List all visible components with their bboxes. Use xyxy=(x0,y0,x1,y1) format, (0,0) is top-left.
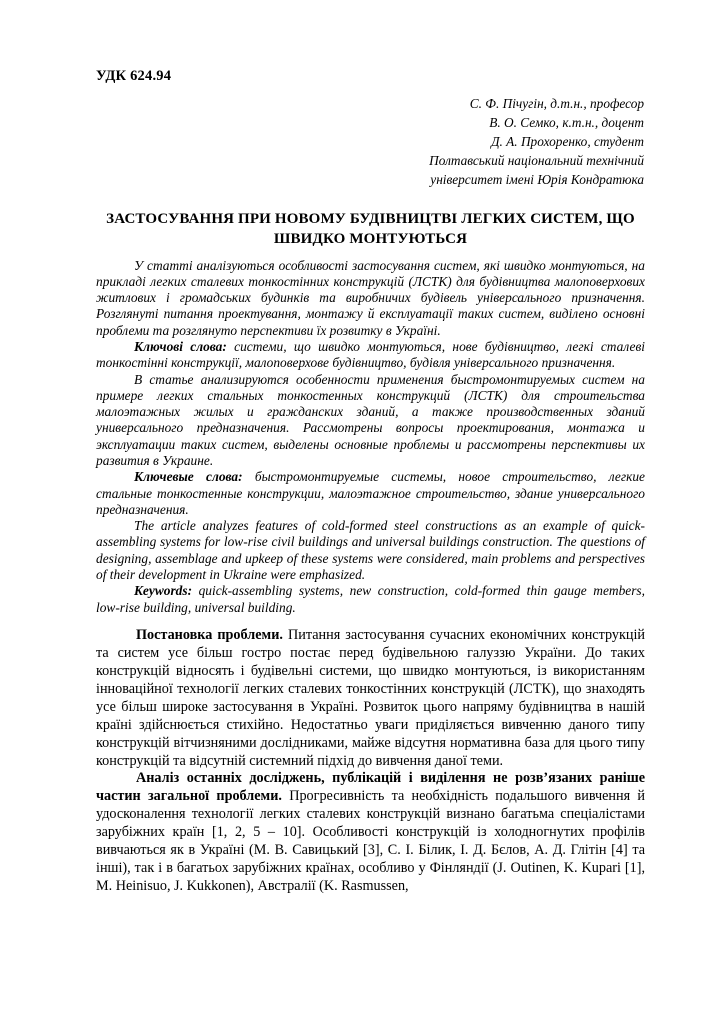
affiliation-line-1: Полтавський національний технічний xyxy=(429,153,644,169)
section-literature-analysis-heading: Аналіз останніх досліджень, публікацій і виділення не розв’язаних раніше частин загальної проблеми. xyxy=(96,770,645,805)
keywords-russian-value: быстромонтируемые системы, новое строительство, легкие стальные тонкостенные конструкции, малоэтажное строительство, здание универсального предназначения. xyxy=(96,469,645,517)
keywords-russian-label: Ключевые слова: xyxy=(134,469,243,485)
abstract-russian: В статье анализируются особенности применения быстромонтируемых систем на примере легких стальных тонкостенных конструкций (ЛСТК) для строительства малоэтажных жилых и гражданских зданий, а также производственных зданий универсального предназначения. Рассмотрены вопросы проектирования, монтажа и эксплуатации таких систем, выделены основные проблемы и рассмотрены перспективы их развития в Украине. xyxy=(96,371,645,469)
author-block xyxy=(96,95,645,189)
author-1: С. Ф. Пічугін, д.т.н., професор xyxy=(469,96,644,112)
section-literature-analysis-text: Прогресивність та необхідність подальшого вивчення й удосконалення технології легких сталевих конструкцій визнано багатьма спеціалістами зарубіжних країн [1, 2, 5 – 10]. Особливості конструкцій із холодногнутих профілів вивчаються як в Україні (М. В. Савицький [3], С. І. Білик, І. Д. Бєлов, А. Д. Глітін [4] та інші), так і в багатьох зарубіжних країнах, особливо у Фінляндії (J. Outinen, K. Kupari [1], M. Heinisuo, J. Kukkonen), Австралії (K. Rasmussen, xyxy=(96,788,645,895)
keywords-ukrainian xyxy=(96,339,645,372)
keywords-english xyxy=(96,583,645,616)
section-spacer xyxy=(96,616,645,627)
keywords-ukrainian-value: системи, що швидко монтуються, нове будівництво, легкі сталеві тонкостінні конструкції, малоповерхове будівництво, будівля універсального призначення. xyxy=(96,339,645,371)
keywords-english-label: Keywords: xyxy=(134,583,193,599)
affiliation-line-2: університет імені Юрія Кондратюка xyxy=(430,171,644,187)
section-literature-analysis xyxy=(96,770,645,896)
keywords-russian xyxy=(96,469,645,518)
udc-code: УДК 624.94 xyxy=(96,68,172,84)
keywords-ukrainian-label: Ключові слова: xyxy=(134,339,227,355)
author-3: Д. А. Прохоренко, студент xyxy=(491,134,644,150)
section-problem-statement xyxy=(96,627,645,771)
abstract-ukrainian: У статті аналізуються особливості застосування систем, які швидко монтуються, на прикладі легких сталевих тонкостінних конструкцій (ЛСТК) для будівництва малоповерхових житлових і громадських будинків та виробничих будівель універсального призначення. Розглянуті питання проектування, монтажу й експлуатації таких систем, виділено основні проблеми та розглянуто перспективи їх розвитку в Україні. xyxy=(96,257,645,338)
section-problem-statement-heading: Постановка проблеми. xyxy=(136,626,283,643)
keywords-english-value: quick-assembling systems, new construction, cold-formed thin gauge members, low-rise building, universal building. xyxy=(96,583,645,615)
section-problem-statement-text: Питання застосування сучасних економічних конструкцій та систем усе більш гостро постає перед будівельною галуззю України. До таких конструкцій відносять і будівельні системи, що швидко монтуються, із використанням інноваційної технології легких сталевих тонкостінних конструкцій (ЛСТК), що знаходять усе більш широке застосування в Україні. Розвиток цього напряму будівництва в нашій країні здійснюється стихійно. Недостатньо уваги приділяється вивченню даного типу конструкцій вітчизняними дослідниками, майже відсутня нормативна база для цього типу конструкцій та відсутній системний підхід до вивчення даної теми. xyxy=(96,626,645,769)
page-title: ЗАСТОСУВАННЯ ПРИ НОВОМУ БУДІВНИЦТВІ ЛЕГКИХ СИСТЕМ, ЩО ШВИДКО МОНТУЮТЬСЯ xyxy=(106,210,635,247)
author-2: В. О. Семко, к.т.н., доцент xyxy=(489,115,644,131)
abstract-english: The article analyzes features of cold-formed steel constructions as an example of quick-assembling systems for low-rise civil buildings and universal buildings construction. The questions of designing, assemblage and upkeep of these systems were considered, main problems and perspectives of their development in Ukraine were emphasized. xyxy=(96,518,645,582)
